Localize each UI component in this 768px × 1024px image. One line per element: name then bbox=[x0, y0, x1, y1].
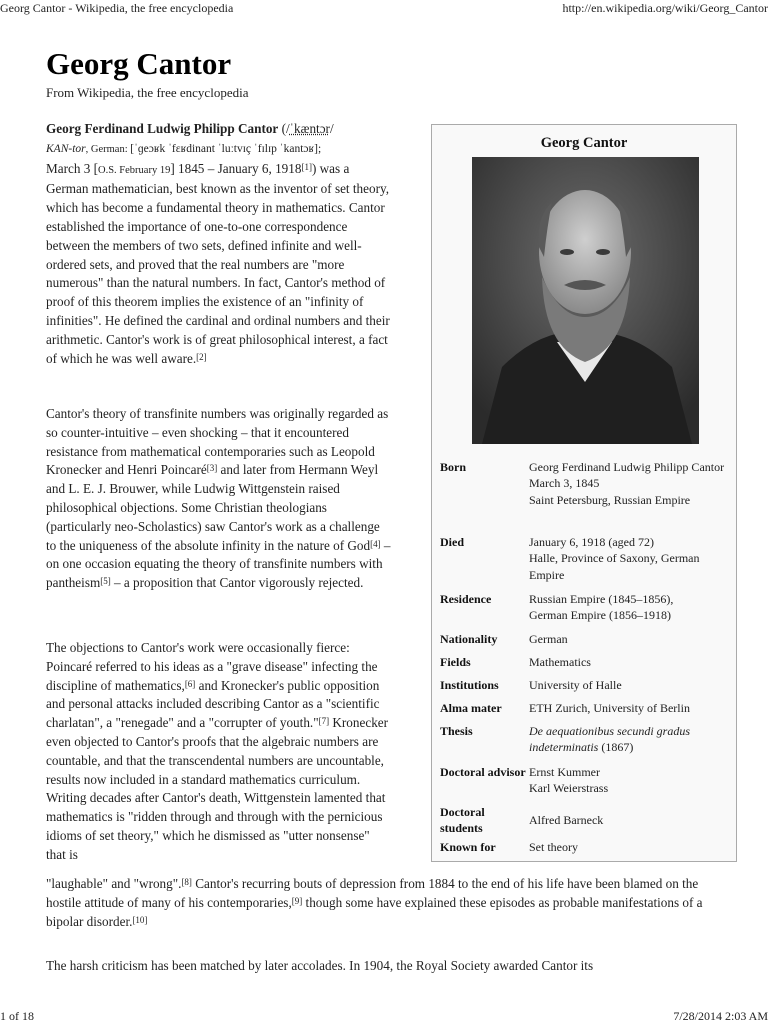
transfinite-paragraph: Cantor's theory of transfinite numbers was originally regarded as so counter-intuitive – even shocking – that it encountered resistance from mathematical contemporaries such as Leopold Kronecker and Henri Poincaré[3] and later from Hermann Weyl and L. E. J. Brouwer, while Ludwig Wittgenstein raised philosophical objections. Some Christian theologians (particularly neo-Scholastics) saw Cantor's work as a challenge to the uniqueness of the absolute infinity in the nature of God[4] – on one occasion equating the theory of transfinite numbers with pantheism[5] – a proposition that Cantor vigorously rejected. bbox=[46, 406, 391, 591]
citation-3[interactable]: [3] bbox=[206, 463, 218, 474]
portrait-image bbox=[472, 157, 699, 444]
citation-2[interactable]: [2] bbox=[196, 351, 207, 362]
accolades-paragraph: The harsh criticism has been matched by later accolades. In 1904, the Royal Society awarded Cantor its bbox=[46, 958, 594, 973]
page-url-header: http://en.wikipedia.org/wiki/Georg_Cantor bbox=[562, 1, 768, 15]
known-for-link[interactable]: Set theory bbox=[529, 840, 578, 854]
article-tagline: From Wikipedia, the free encyclopedia bbox=[46, 85, 249, 100]
old-style-date-link[interactable]: O.S. February 19 bbox=[98, 164, 171, 176]
objections-paragraph: The objections to Cantor's work were occasionally fierce: Poincaré referred to his ideas as a "grave disease" infecting the discipline of mathematics,[6] and Kronecker's public opposition and personal attacks included describing Cantor as a "scientific charlatan", a "renegade" and a "corrupter of youth."[7] Kronecker even objected to Cantor's proofs that the algebraic numbers are countable, and that the transcendental numbers are uncountable, results now included in a standard mathematics curriculum. Writing decades after Cantor's death, Wittgenstein lamented that mathematics is "ridden through and through with the pernicious idioms of set theory," which he dismissed as "utter nonsense" that is bbox=[46, 640, 389, 862]
alma-mater-link[interactable]: ETH Zurich, University of Berlin bbox=[529, 701, 690, 715]
citation-5[interactable]: [5] bbox=[100, 576, 111, 587]
citation-9[interactable]: [9] bbox=[291, 895, 303, 906]
deathplace-link[interactable]: Halle, Province of Saxony, German Empire bbox=[529, 551, 700, 582]
thesis-link[interactable]: De aequationibus secundi gradus indeterminatis bbox=[529, 724, 690, 755]
portrait-photo[interactable] bbox=[472, 157, 699, 444]
citation-10[interactable]: [10] bbox=[132, 914, 148, 925]
print-datetime: 7/28/2014 2:03 AM bbox=[673, 1009, 768, 1023]
citation-6[interactable]: [6] bbox=[184, 678, 196, 689]
citation-7[interactable]: [7] bbox=[318, 716, 330, 727]
ipa-german-link[interactable]: [ˈɡeɔʁk ˈfɛʁdinant ˈluːtvɪç ˈfɪlɪp ˈkantɔʁ] bbox=[130, 142, 318, 155]
birthplace-link[interactable]: Saint Petersburg, Russian Empire bbox=[529, 492, 691, 507]
objections-paragraph-continued: "laughable" and "wrong".[8] Cantor's recurring bouts of depression from 1884 to the end of his life have been blamed on the hostile attitude of many of his contemporaries,[9] though some have explained these episodes as probable manifestations of a bipolar disorder.[10] bbox=[46, 876, 703, 929]
article-title: Georg Cantor bbox=[46, 46, 232, 81]
advisor-weierstrass-link[interactable]: Karl Weierstrass bbox=[529, 781, 609, 796]
page-title-header: Georg Cantor - Wikipedia, the free encyclopedia bbox=[0, 1, 234, 15]
intro-paragraph: Georg Ferdinand Ludwig Philipp Cantor (/ˈkæntɔr/ KAN-tor, German: [ˈɡeɔʁk ˈfɛʁdinant ˈluːtvɪç ˈfɪlɪp ˈkantɔʁ]; March 3 [O.S. February 19] 1845 – January 6, 1918[1]) was a German mathematician, best known as the inventor of set theory, which has become a fundamental theory in mathematics. Cantor established the importance of one-to-one correspondence between the members of two sets, defined infinite and well-ordered sets, and proved that the real numbers are "more numerous" than the natural numbers. In fact, Cantor's method of proof of this theorem implies the existence of an "infinity of infinities". He defined the cardinal and ordinal numbers and their arithmetic. Cantor's work is of great philosophical interest, a fact of which he was well aware.[2] bbox=[46, 121, 390, 366]
infobox: Georg Cantor Born Georg Ferdinand Ludwig Philipp Cantor March 3, 1845 Saint Petersburg, Russian Empire Died January 6, 1918 (aged 72) Halle, Province of Saxony, German Empire Residence Russian Empire (1845–1856), German Empire (1856–1918) Nationality German Fields Mathematics Institutions University of Halle Alma mater ETH Zurich, University of Berlin Thesis De aequationibus secundi gradus indeterminatis (1867) Doctoral advisor Ernst Kummer Karl Weierstrass Doctoral students Alfred Barneck Known for Set theory bbox=[431, 124, 737, 862]
citation-4[interactable]: [4] bbox=[370, 538, 381, 549]
citation-1[interactable]: [1] bbox=[301, 161, 312, 172]
institutions-link[interactable]: University of Halle bbox=[529, 678, 622, 692]
fields-link[interactable]: Mathematics bbox=[529, 655, 591, 669]
subject-name: Georg Ferdinand Ludwig Philipp Cantor bbox=[46, 121, 279, 136]
print-header bbox=[0, 0, 768, 16]
advisor-kummer-link[interactable]: Ernst Kummer bbox=[529, 765, 600, 779]
page-counter: 1 of 18 bbox=[0, 1009, 34, 1023]
ipa-english-link[interactable]: ˈkæntɔr bbox=[289, 121, 330, 136]
print-footer bbox=[0, 1008, 768, 1024]
infobox-title: Georg Cantor bbox=[540, 135, 628, 151]
nationality-link[interactable]: German bbox=[529, 632, 568, 646]
citation-8[interactable]: [8] bbox=[181, 877, 192, 887]
respelling-link[interactable]: KAN-tor bbox=[46, 142, 86, 155]
